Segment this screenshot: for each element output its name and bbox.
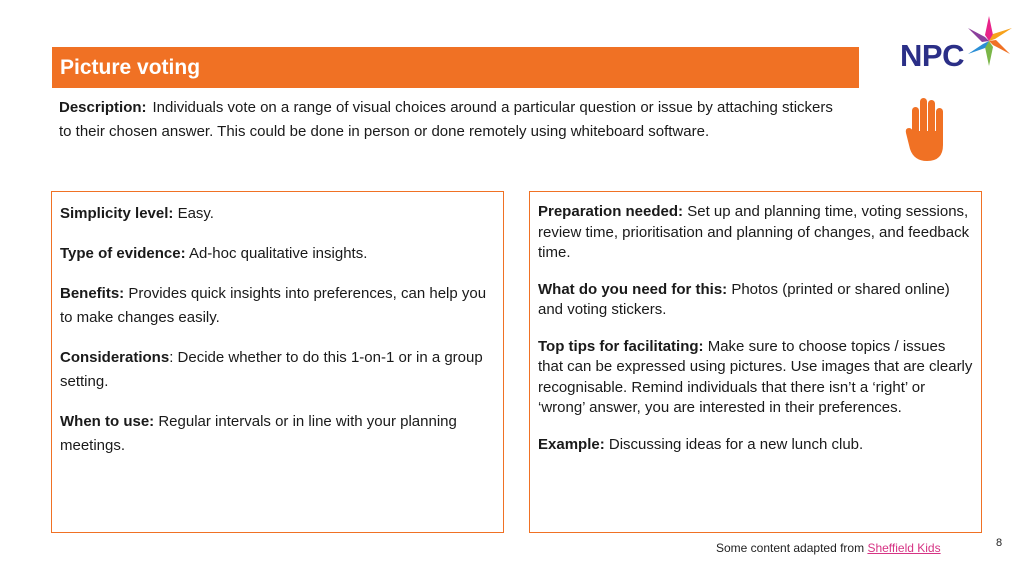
considerations-label: Considerations xyxy=(60,349,170,366)
footer-text: Some content adapted from xyxy=(716,541,865,555)
simplicity-item xyxy=(60,202,495,226)
example-text: Discussing ideas for a new lunch club. xyxy=(608,435,864,453)
needs-text: Photos (printed or shared online) and voting stickers. xyxy=(538,280,950,318)
description-text: Individuals vote on a range of visual choices around a particular question or issue by attaching stickers to their chosen answer. This could be done in person or done remotely using whiteboard software. xyxy=(59,99,833,140)
benefits-text: Provides quick insights into preferences, can help you to make changes easily. xyxy=(60,285,487,326)
when-label: When to use: xyxy=(60,413,155,430)
preparation-text: Set up and planning time, voting sessions, review time, prioritisation and planning of changes, and feedback time. xyxy=(538,203,970,261)
tips-text: Make sure to choose topics / issues that can be expressed using pictures. Use images that are clearly recognisable. Remind individuals that there isn’t a ‘right’ or ‘wrong’ answer, you are interested in their preferences. xyxy=(538,337,973,416)
evidence-item xyxy=(60,242,495,266)
sheffield-kids-link[interactable]: Sheffield Kids xyxy=(867,541,941,555)
title-bar xyxy=(52,47,859,88)
example-item xyxy=(538,435,973,456)
preparation-item xyxy=(538,202,973,264)
preparation-label: Preparation needed: xyxy=(538,203,684,220)
needs-item xyxy=(538,280,973,321)
tips-item xyxy=(538,337,973,419)
star-logo-icon xyxy=(962,14,1016,68)
page-title: Picture voting xyxy=(60,55,201,79)
right-info-box xyxy=(529,191,982,533)
when-text: Regular intervals or in line with your planning meetings. xyxy=(60,413,457,454)
simplicity-text: Easy. xyxy=(177,205,214,222)
left-info-box xyxy=(51,191,504,533)
page-number: 8 xyxy=(996,537,1003,549)
benefits-label: Benefits: xyxy=(60,285,125,302)
evidence-label: Type of evidence: xyxy=(60,245,186,262)
considerations-text: : Decide whether to do this 1-on-1 or in a group setting. xyxy=(60,349,483,390)
footer-credit xyxy=(716,541,941,555)
benefits-item xyxy=(60,282,495,330)
description xyxy=(59,96,849,144)
npc-logo xyxy=(900,14,1016,78)
needs-label: What do you need for this: xyxy=(538,280,728,298)
logo-text: NPC xyxy=(900,38,964,73)
when-item xyxy=(60,410,495,458)
raised-hand-icon xyxy=(905,95,947,163)
simplicity-label: Simplicity level: xyxy=(60,205,174,222)
tips-label: Top tips for facilitating: xyxy=(538,337,704,355)
considerations-item xyxy=(60,346,495,394)
description-label: Description: xyxy=(59,99,147,116)
evidence-text: Ad-hoc qualitative insights. xyxy=(188,245,368,262)
example-label: Example: xyxy=(538,435,605,453)
